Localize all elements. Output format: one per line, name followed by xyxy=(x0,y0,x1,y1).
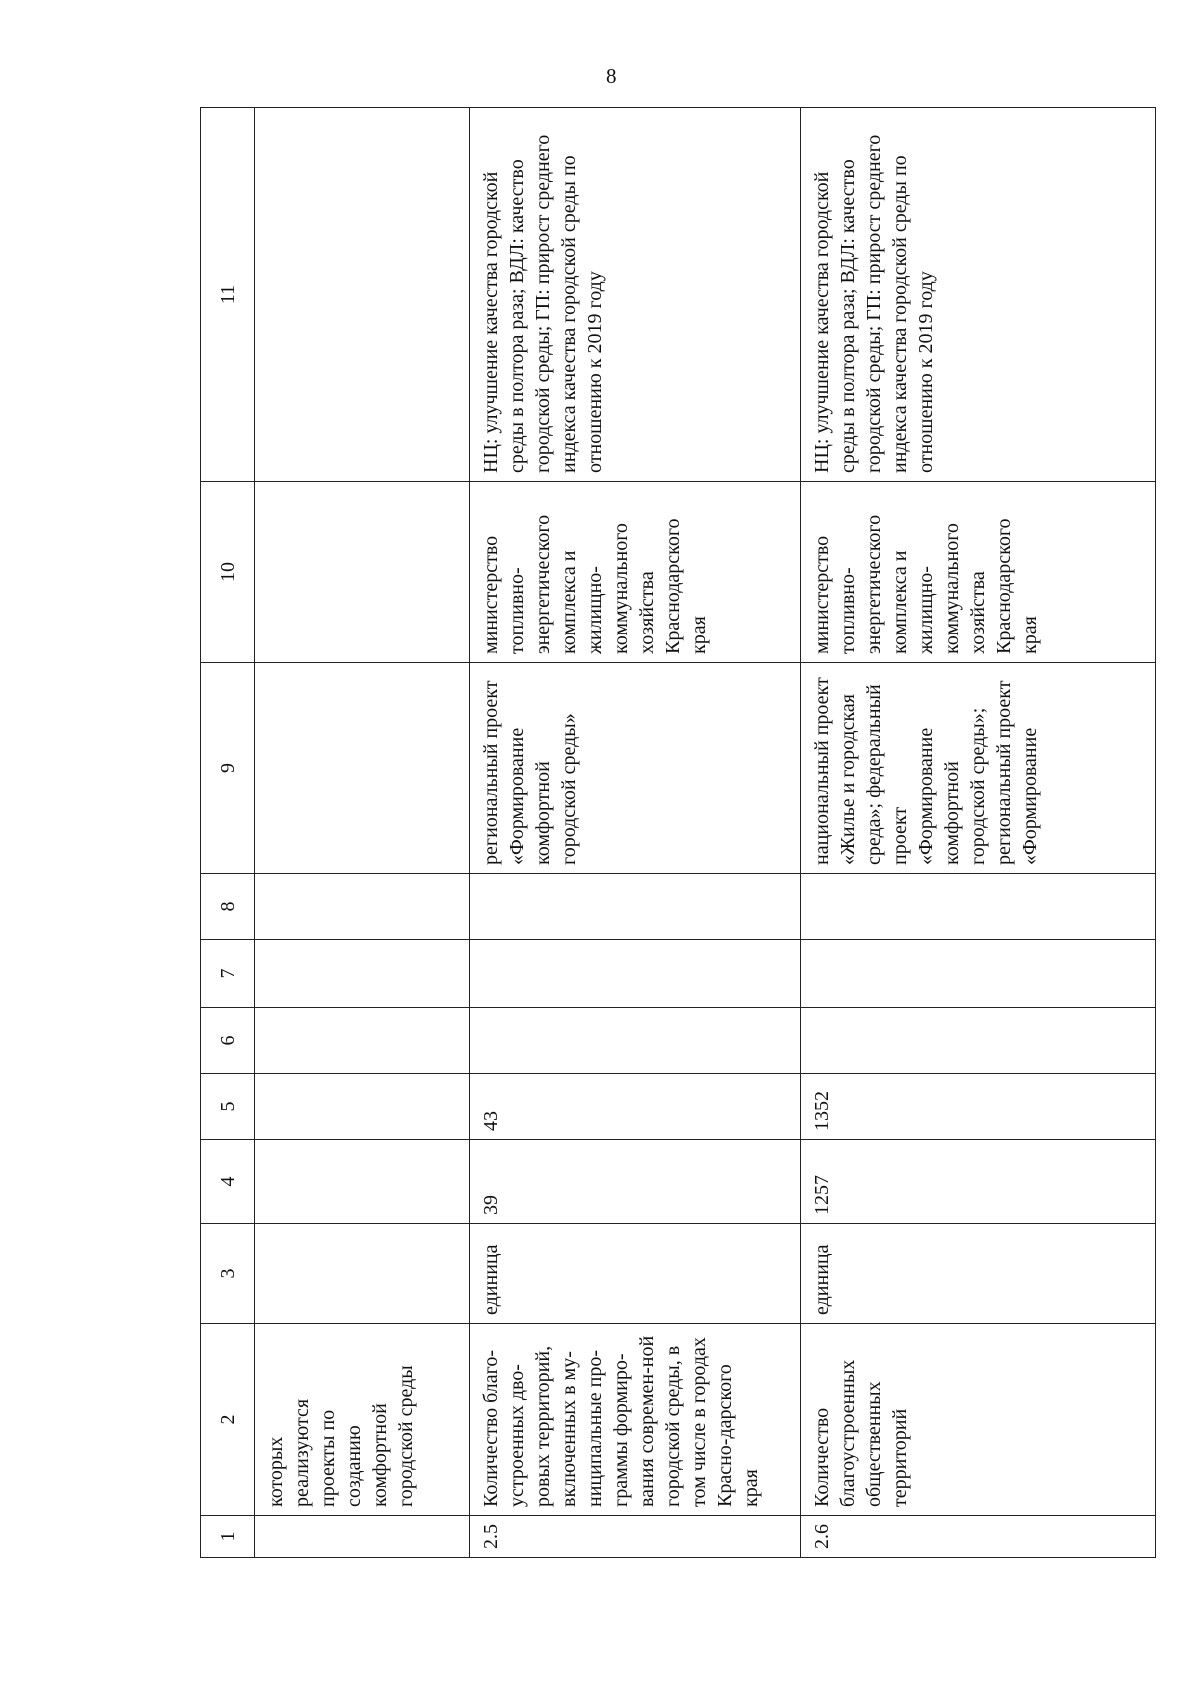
responsible-cell: министерство топливно-энергетического комплекса и жилищно-коммунального хозяйства Краснодарского края xyxy=(470,482,801,663)
goal-cell: НЦ: улучшение качества городской среды в полтора раза; ВДЛ: качество городской среды; ГП: прирост среднего индекса качества городской среды по отношению к 2019 году xyxy=(470,108,801,482)
unit-cell xyxy=(255,1224,470,1324)
row-number: 2.5 xyxy=(470,1516,801,1558)
column-header: 7 xyxy=(201,940,255,1008)
goal-cell: НЦ: улучшение качества городской среды в полтора раза; ВДЛ: качество городской среды; ГП: прирост среднего индекса качества городской среды по отношению к 2019 году xyxy=(801,108,1156,482)
column-header: 8 xyxy=(201,874,255,940)
project-cell: национальный проект «Жилье и городская среда»; федеральный проект «Формирование комфортной городской среды»; региональный проект «Формирование xyxy=(801,663,1156,874)
value-cell xyxy=(470,940,801,1008)
column-header: 11 xyxy=(201,108,255,482)
indicator-name: Количество благо-устроенных дво-ровых территорий, включенных в му-ниципальные про-граммы формиро-вания современ-ной городской среды, в том числе в городах Красно-дарского края xyxy=(470,1324,801,1516)
responsible-cell xyxy=(255,482,470,663)
table-row xyxy=(255,108,470,1558)
project-cell xyxy=(255,663,470,874)
value-cell: 43 xyxy=(470,1074,801,1140)
value-cell xyxy=(470,1008,801,1074)
column-header: 5 xyxy=(201,1074,255,1140)
unit-cell: единица xyxy=(801,1224,1156,1324)
value-cell xyxy=(801,1008,1156,1074)
page-number: 8 xyxy=(606,64,617,88)
value-cell xyxy=(470,874,801,940)
project-cell: региональный проект «Формирование комфортной городской среды» xyxy=(470,663,801,874)
column-header: 6 xyxy=(201,1008,255,1074)
value-cell xyxy=(255,1008,470,1074)
table-row xyxy=(801,108,1156,1558)
indicator-name: Количество благоустроенных общественных территорий xyxy=(801,1324,1156,1516)
unit-cell: единица xyxy=(470,1224,801,1324)
value-cell xyxy=(255,874,470,940)
value-cell: 39 xyxy=(470,1140,801,1224)
value-cell: 1257 xyxy=(801,1140,1156,1224)
column-header: 1 xyxy=(201,1516,255,1558)
value-cell xyxy=(801,874,1156,940)
responsible-cell: министерство топливно-энергетического комплекса и жилищно-коммунального хозяйства Краснодарского края xyxy=(801,482,1156,663)
column-header: 4 xyxy=(201,1140,255,1224)
column-header: 2 xyxy=(201,1324,255,1516)
value-cell xyxy=(255,1140,470,1224)
row-number xyxy=(255,1516,470,1558)
column-header: 3 xyxy=(201,1224,255,1324)
column-header: 9 xyxy=(201,663,255,874)
table-header-row xyxy=(201,108,255,1558)
value-cell xyxy=(255,940,470,1008)
indicator-table-rotated xyxy=(200,108,1125,1558)
goal-cell xyxy=(255,108,470,482)
row-number: 2.6 xyxy=(801,1516,1156,1558)
value-cell xyxy=(801,940,1156,1008)
value-cell: 1352 xyxy=(801,1074,1156,1140)
column-header: 10 xyxy=(201,482,255,663)
value-cell xyxy=(255,1074,470,1140)
indicator-name: которых реализуются проекты по созданию комфортной городской среды xyxy=(255,1324,470,1516)
indicator-table xyxy=(200,107,1156,1558)
table-row xyxy=(470,108,801,1558)
